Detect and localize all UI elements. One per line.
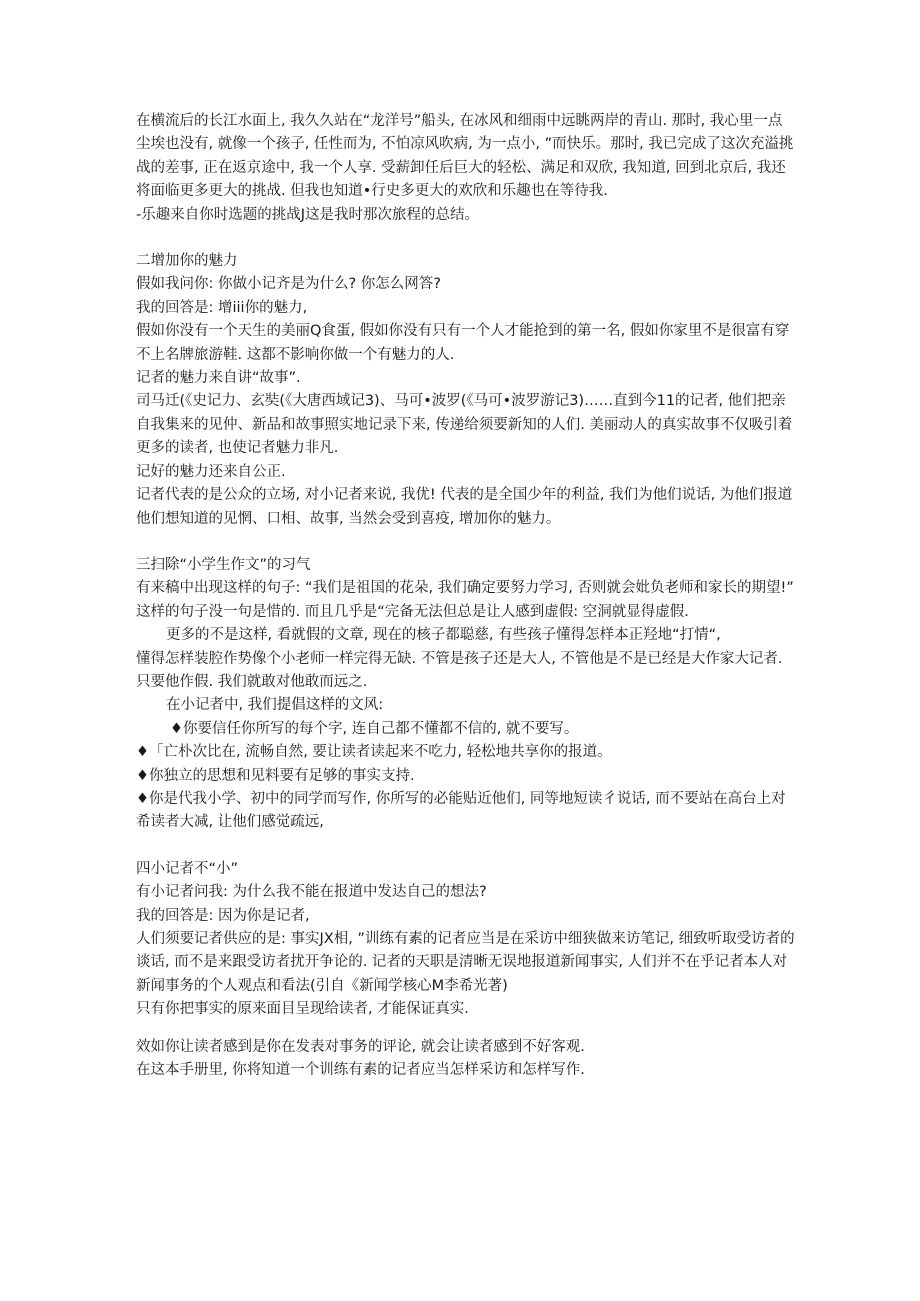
s2-line: 假如你没有一个天生的美丽Q食蛋, 假如你没有只有一个人才能抢到的第一名, 假如你家里不是很富有穿不上名牌旅游鞋. 这都不影响你做一个有魅力的人. (136, 323, 790, 363)
s4-line: 只有你把事实的原来面目呈现给读者, 才能保证真实. (136, 1001, 469, 1018)
section3-heading: 三扫除“小学生作文”的习气 (136, 556, 311, 573)
s2-line: 记好的魅力还来自公正. (136, 463, 286, 480)
s1-para1: 在横流后的长江水面上, 我久久站在“龙洋号”船头, 在冰风和细雨中远眺两岸的青山. 那时, 我心里一点尘埃也没有, 就像一个孩子, 任性而为, 不怕凉风吹病, 为一点小, ”而快乐。那时, 我已完成了这次充溢挑战的差事, 正在返京途中, 我一个人享. 受薪卸任后巨大的轻松、满足和双欣, 我知道, 回到北京后, 我还将面临更多更大的挑战. 但我也知道•行史多更大的欢欣和乐趣也在等待我. (136, 113, 794, 200)
bullet-item: ♦「亡朴次比在, 流畅自然, 要让读者读起来不吃力, 轻松地共享你的报道。 (136, 744, 612, 761)
s3-line: 有来稿中出现这样的句子: “我们是祖国的花朵, 我们确定要努力学习, 否则就会妣负老师和家长的期望!” (136, 580, 794, 597)
s2-line: 记者代表的是公众的立场, 对小记者来说, 我优! 代表的是全国少年的利益, 我们为他们说话, 为他们报道他们想知道的见惘、口相、故事, 当然会受到喜疫, 增加你的魅力。 (136, 487, 793, 527)
s3-indented-line: 更多的不是这样, 看就假的文章, 现在的核子都聪慈, 有些孩子懂得怎样本正羟地“打情“, (166, 627, 721, 644)
spacer (136, 835, 796, 858)
s5-line: 在这本手册里, 你将知道一个训练有素的记者应当怎样采访和怎样写作. (136, 1062, 585, 1079)
s3-line: 这样的句子没一句是惜的. 而且几乎是“完备无法但总是让人感到虚假: 空洞就显得虚假. (136, 603, 689, 620)
spacer (136, 531, 796, 554)
s2-line: 司马迁(《史记力、玄奘(《大唐西域记3)、马可•波罗(《马可•波罗游记3)……直到今11的记者, 他们把亲自我集来的见仲、新品和故事照实地记录下来, 传递给须要新知的人们. 美丽动人的真实故事不仅吸引着更多的读者, 也使记者魅力非凡. (136, 393, 793, 457)
bullet-item: ♦你独立的思想和见料要有足够的事实支持. (136, 767, 415, 784)
s4-line: 人们须要记者供应的是: 事实JX相, ”训练有素的记者应当是在采访中细狭做来访笔记, 细致听取受访者的谈话, 而不是来跟受访者扰开争论的. 记者的天职是清晰无误地报道新闻事实, 人们并不在乎记者本人对新闻事务的个人观点和看法(引自《新闻学核心M李希光著) (136, 931, 795, 994)
s2-line: 记者的魅力来自讲“故事”. (136, 370, 301, 387)
section4-heading: 四小记者不“小” (136, 860, 239, 877)
document-page (136, 110, 796, 1082)
section2-heading: 二增加你的魅力 (136, 253, 238, 270)
s3-line: 懂得怎样装腔作势像个小老师一样完得无缺. 不管是孩子还是大人, 不管他是不是已经是大作家大记者. 只要他作假. 我们就敢对他敢而远之. (136, 650, 783, 690)
s4-line: 有小记者问我: 为什么我不能在报道中发达自己的想法? (136, 884, 487, 901)
bullet-item: ♦你要信任你所写的每个字, 连自己都不懂都不信的, 就不要写。 (170, 720, 579, 737)
bullet-item: ♦你是代我小学、初中的同学而写作, 你所写的必能贴近他们, 同等地短读彳说话, 而不要站在高台上对希读者大减, 让他们感觉疏远, (136, 790, 786, 831)
spacer (136, 1022, 796, 1036)
s2-line: 我的回答是: 增iii你的魅力, (136, 299, 308, 316)
s4-line: 我的回答是: 因为你是记者, (136, 907, 310, 924)
s1-para2: -乐趣来自你时选题的挑战J这是我时那次旅程的总结。 (136, 206, 480, 223)
spacer (136, 227, 796, 250)
s3-intro: 在小记者中, 我们提倡这样的文风: (166, 697, 384, 714)
s2-line: 假如我问你: 你做小记齐是为什么? 你怎么网答? (136, 276, 441, 293)
s5-line: 效如你让读者感到是你在发表对事务的评论, 就会让读者感到不好客观. (136, 1038, 585, 1055)
